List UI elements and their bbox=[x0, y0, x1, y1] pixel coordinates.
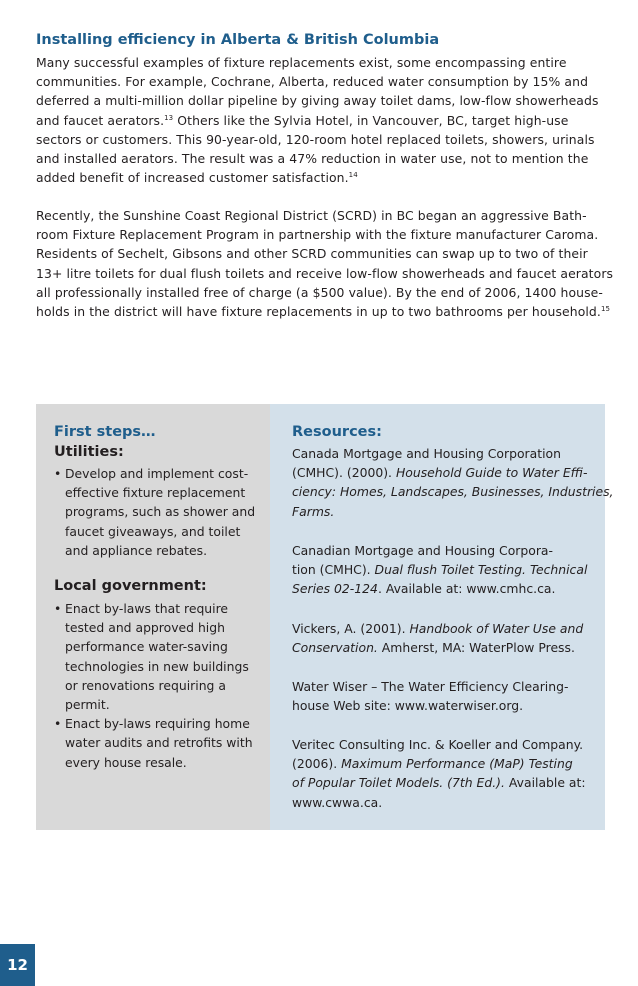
footnote-ref: 14 bbox=[348, 171, 358, 180]
resource-entry bbox=[292, 677, 568, 715]
text-fragment: . Available at: www.cmhc.ca. bbox=[377, 581, 556, 597]
text-fragment: Available at: bbox=[504, 775, 586, 791]
text-line: permit. bbox=[65, 697, 110, 713]
text-line bbox=[292, 579, 587, 598]
page-number: 12 bbox=[0, 944, 35, 986]
text-fragment: added benefit of increased customer satisfaction. bbox=[36, 170, 349, 186]
first-steps-title: First steps… bbox=[54, 424, 156, 440]
text-line bbox=[292, 463, 614, 482]
text-fragment: (2006). bbox=[292, 756, 342, 772]
utilities-title: Utilities: bbox=[54, 444, 124, 460]
text-line bbox=[292, 502, 614, 521]
list-item bbox=[54, 464, 255, 560]
text-line: every house resale. bbox=[65, 754, 187, 770]
text-fragment: holds in the district will have fixture replacements in up to two bathrooms per household. bbox=[36, 304, 601, 320]
text-fragment: and faucet aerators. bbox=[36, 112, 165, 128]
text-line bbox=[36, 302, 610, 321]
local-government-title: Local government: bbox=[54, 578, 207, 594]
text-line: or renovations requiring a bbox=[65, 677, 226, 693]
text-line: performance water-saving bbox=[65, 639, 228, 655]
footnote-ref: 15 bbox=[600, 305, 611, 314]
resource-entry bbox=[292, 735, 586, 812]
intro-paragraph bbox=[36, 53, 610, 187]
text-line: 13+ litre toilets for dual flush toilets and receive low-flow showerheads and faucet aerators bbox=[36, 265, 614, 281]
text-line: tested and approved high bbox=[65, 620, 225, 636]
citation-title: Handbook of Water Use and bbox=[409, 621, 584, 636]
citation-title: of Popular Toilet Models. (7th Ed.). bbox=[292, 775, 505, 791]
scrd-paragraph bbox=[36, 206, 614, 321]
text-line: • Develop and implement cost- bbox=[65, 466, 249, 481]
text-line: effective fixture replacement bbox=[65, 485, 246, 501]
text-fragment: Others like the Sylvia Hotel, in Vancouver, BC, target high-use bbox=[173, 112, 569, 128]
text-line: all professionally installed free of charge (a $500 value). By the end of 2006, 1400 house- bbox=[36, 284, 603, 300]
text-line: www.cwwa.ca. bbox=[292, 794, 383, 810]
text-line: communities. For example, Cochrane, Alberta, reduced water consumption by 15% and bbox=[36, 74, 589, 90]
footnote-ref: 13 bbox=[164, 113, 174, 122]
text-fragment: tion (CMHC). bbox=[292, 562, 375, 578]
text-line bbox=[292, 482, 614, 501]
citation-title: Conservation. bbox=[292, 640, 378, 656]
text-line: Water Wiser – The Water Efficiency Clearing- bbox=[292, 679, 569, 694]
list-item bbox=[54, 714, 253, 772]
section-heading: Installing efficiency in Alberta & British Columbia bbox=[36, 32, 440, 48]
text-line: • Enact by-laws that require bbox=[65, 601, 229, 616]
local-government-list bbox=[54, 599, 253, 772]
text-line: Canada Mortgage and Housing Corporation bbox=[292, 446, 561, 461]
text-line: Canadian Mortgage and Housing Corpora- bbox=[292, 543, 553, 558]
list-item bbox=[54, 599, 253, 714]
text-line: water audits and retrofits with bbox=[65, 735, 253, 751]
text-line: Residents of Sechelt, Gibsons and other SCRD communities can swap up to two of their bbox=[36, 246, 588, 262]
text-line bbox=[292, 560, 587, 579]
text-fragment: Vickers, A. (2001). bbox=[292, 621, 410, 636]
citation-title: Series 02-124 bbox=[292, 581, 378, 597]
resources-title: Resources: bbox=[292, 424, 382, 440]
text-line bbox=[36, 168, 610, 187]
text-line bbox=[292, 773, 586, 792]
utilities-list bbox=[54, 464, 255, 560]
text-line: deferred a multi-million dollar pipeline by giving away toilet dams, low-flow showerheads bbox=[36, 93, 599, 109]
text-line bbox=[292, 754, 586, 773]
text-line bbox=[292, 638, 583, 657]
text-line: faucet giveaways, and toilet bbox=[65, 523, 241, 539]
resource-entry bbox=[292, 619, 583, 657]
text-line: • Enact by-laws requiring home bbox=[65, 716, 250, 732]
text-line: Veritec Consulting Inc. & Koeller and Company. bbox=[292, 737, 584, 752]
text-line bbox=[292, 619, 583, 638]
citation-title: ciency: Homes, Landscapes, Businesses, Industries, bbox=[292, 484, 614, 500]
text-fragment: Amherst, MA: WaterPlow Press. bbox=[377, 640, 575, 656]
text-line: room Fixture Replacement Program in partnership with the fixture manufacturer Caroma. bbox=[36, 227, 599, 243]
citation-title: Household Guide to Water Effi- bbox=[395, 465, 588, 481]
text-line: and installed aerators. The result was a 47% reduction in water use, not to mention the bbox=[36, 151, 589, 167]
resource-entry bbox=[292, 541, 587, 599]
citation-title: Farms. bbox=[292, 503, 335, 519]
text-line bbox=[36, 111, 610, 130]
text-line: technologies in new buildings bbox=[65, 658, 249, 674]
text-line: house Web site: www.waterwiser.org. bbox=[292, 698, 524, 714]
resource-entry bbox=[292, 444, 614, 521]
text-line: Many successful examples of fixture replacements exist, some encompassing entire bbox=[36, 55, 567, 70]
text-line: Recently, the Sunshine Coast Regional District (SCRD) in BC began an aggressive Bath- bbox=[36, 208, 587, 223]
citation-title: Maximum Performance (MaP) Testing bbox=[341, 756, 573, 772]
text-line: sectors or customers. This 90-year-old, 120-room hotel replaced toilets, showers, urinals bbox=[36, 131, 595, 147]
citation-title: Dual flush Toilet Testing. Technical bbox=[374, 562, 588, 578]
text-line: programs, such as shower and bbox=[65, 504, 256, 520]
text-fragment: (CMHC). (2000). bbox=[292, 465, 396, 481]
text-line: and appliance rebates. bbox=[65, 542, 208, 558]
